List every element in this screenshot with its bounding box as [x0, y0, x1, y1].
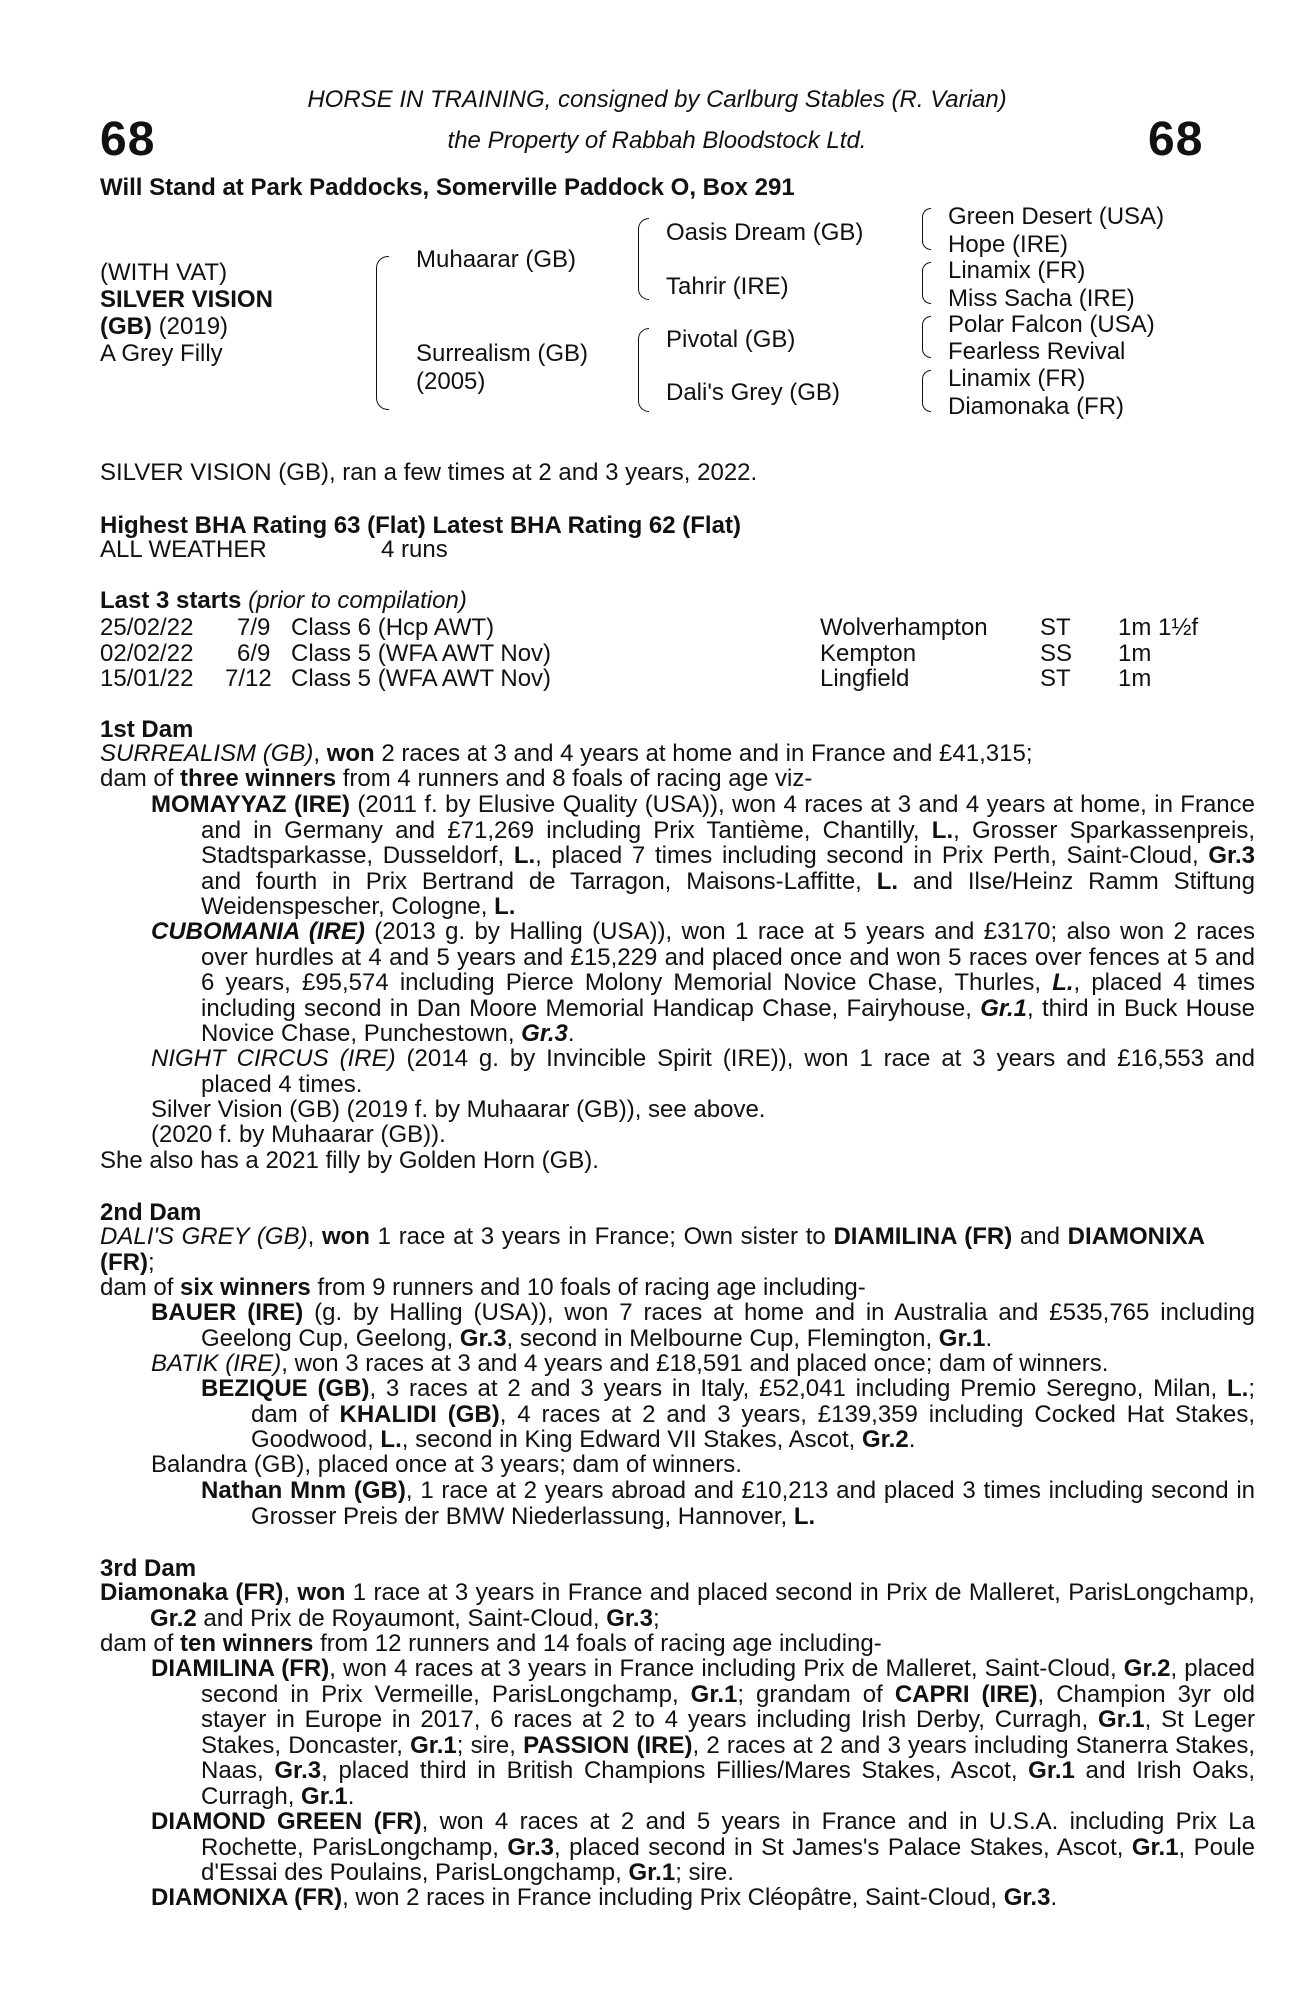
- pedigree-ggd-2: Miss Sacha (IRE): [948, 285, 1135, 312]
- pedigree-dam-dam: Dali's Grey (GB): [666, 379, 840, 406]
- second-dam-heading: 2nd Dam: [100, 1199, 202, 1226]
- lot-number-left: 68: [100, 113, 156, 166]
- horse-description: A Grey Filly: [100, 340, 223, 367]
- pedigree-ggs-4: Linamix (FR): [948, 365, 1086, 392]
- property-line: the Property of Rabbah Bloodstock Ltd.: [447, 127, 867, 154]
- progeny-bauer: BAUER (IRE) (g. by Halling (USA)), won 7 races at home and in Australia and £535,765 including Geelong Cup, Geelong, Gr.3, second in Melbourne Cup, Flemington, Gr.1.: [151, 1299, 1255, 1352]
- first-dam-record: SURREALISM (GB), won 2 races at 3 and 4 years at home and in France and £41,315;: [100, 740, 1033, 767]
- progeny-diamond-green: DIAMOND GREEN (FR), won 4 races at 2 and 5 years in France and in U.S.A. including Prix La Rochette, ParisLongchamp, Gr.3, placed second in St James's Palace Stakes, Ascot, Gr.1, Poule d'Essai des Poulains, ParisLongchamp, Gr.1; sire.: [151, 1808, 1255, 1886]
- pedigree-sire: Muhaarar (GB): [416, 246, 577, 273]
- lot-number-right: 68: [1148, 113, 1204, 166]
- progeny-balandra: Balandra (GB), placed once at 3 years; dam of winners.: [151, 1451, 742, 1478]
- rating-surface: ALL WEATHER: [100, 536, 267, 563]
- progeny-diamonixa: DIAMONIXA (FR), won 2 races in France including Prix Cléopâtre, Saint-Cloud, Gr.3.: [151, 1884, 1058, 1911]
- pedigree-ggs-1: Green Desert (USA): [948, 203, 1165, 230]
- pedigree-sire-dam: Tahrir (IRE): [666, 273, 789, 300]
- vat-note: (WITH VAT): [100, 259, 228, 286]
- bha-rating: Highest BHA Rating 63 (Flat) Latest BHA Rating 62 (Flat): [100, 512, 741, 539]
- last-starts-heading: Last 3 starts (prior to compilation): [100, 587, 467, 614]
- pedigree-dam-year: (2005): [416, 368, 486, 395]
- progeny-batik: BATIK (IRE), won 3 races at 3 and 4 years and £18,591 and placed once; dam of winners.: [151, 1350, 1109, 1377]
- first-dam-produce: dam of three winners from 4 runners and 8 foals of racing age viz-: [100, 765, 813, 792]
- first-dam-heading: 1st Dam: [100, 716, 194, 743]
- progeny-cubomania: CUBOMANIA (IRE) (2013 g. by Halling (USA)), won 1 race at 5 years and £3170; also won 2 races over hurdles at 4 and 5 years and £15,229 and placed once and won 5 races over fences at 5 and 6 years, £95,574 including Pierce Molony Memorial Novice Chase, Thurles, L., placed 4 times including second in Dan Moore Memorial Handicap Chase, Fairyhouse, Gr.1, third in Buck House Novice Chase, Punchestown, Gr.3.: [151, 918, 1256, 1047]
- pedigree-ggd-1: Hope (IRE): [948, 231, 1069, 258]
- progeny-bezique: BEZIQUE (GB), 3 races at 2 and 3 years in Italy, £52,041 including Premio Seregno, Milan, L.; dam of KHALIDI (GB), 4 races at 2 and 3 years, £139,359 including Cocked Hat Stakes, Goodwood, L., second in King Edward VII Stakes, Ascot, Gr.2.: [201, 1375, 1255, 1453]
- racing-summary: SILVER VISION (GB), ran a few times at 2 and 3 years, 2022.: [100, 459, 758, 486]
- progeny-2020: (2020 f. by Muhaarar (GB)).: [151, 1121, 446, 1148]
- pedigree-dam-sire: Pivotal (GB): [666, 326, 796, 353]
- pedigree-sire-sire: Oasis Dream (GB): [666, 219, 864, 246]
- pedigree-ggd-3: Fearless Revival: [948, 338, 1126, 365]
- pedigree-ggd-4: Diamonaka (FR): [948, 393, 1125, 420]
- horse-country: (GB): [100, 313, 152, 340]
- progeny-2021: She also has a 2021 filly by Golden Horn (GB).: [100, 1147, 599, 1174]
- progeny-diamilina: DIAMILINA (FR), won 4 races at 3 years in France including Prix de Malleret, Saint-Cloud, Gr.2, placed second in Prix Vermeille, ParisLongchamp, Gr.1; grandam of CAPRI (IRE), Champion 3yr old stayer in Europe in 2017, 6 races at 2 to 4 years including Irish Derby, Curragh, Gr.1, St Leger Stakes, Doncaster, Gr.1; sire, PASSION (IRE), 2 races at 2 and 3 years including Stanerra Stakes, Naas, Gr.3, placed third in British Champions Fillies/Mares Stakes, Ascot, Gr.1 and Irish Oaks, Curragh, Gr.1.: [151, 1655, 1256, 1810]
- horse-name: SILVER VISION: [100, 286, 273, 313]
- progeny-momayyaz: MOMAYYAZ (IRE) (2011 f. by Elusive Quality (USA)), won 4 races at 3 and 4 years at home, in France and in Germany and £71,269 including Prix Tantième, Chantilly, L., Grosser Sparkassenpreis, Stadtsparkasse, Dusseldorf, L., placed 7 times including second in Prix Perth, Saint-Cloud, Gr.3 and fourth in Prix Bertrand de Tarragon, Maisons-Laffitte, L. and Ilse/Heinz Ramm Stiftung Weidenspescher, Cologne, L.: [151, 791, 1256, 920]
- pedigree-ggs-3: Polar Falcon (USA): [948, 311, 1155, 338]
- second-dam-produce: dam of six winners from 9 runners and 10 foals of racing age including-: [100, 1274, 866, 1301]
- horse-year: (2019): [151, 313, 229, 340]
- pedigree-dam: Surrealism (GB): [416, 340, 589, 367]
- pedigree-ggs-2: Linamix (FR): [948, 257, 1086, 284]
- third-dam-produce: dam of ten winners from 12 runners and 14 foals of racing age including-: [100, 1630, 882, 1657]
- second-dam-record: DALI'S GREY (GB), won 1 race at 3 years in France; Own sister to DIAMILINA (FR) and DIAMONIXA (FR);: [100, 1223, 1205, 1276]
- third-dam-heading: 3rd Dam: [100, 1555, 197, 1582]
- progeny-silver-vision: Silver Vision (GB) (2019 f. by Muhaarar (GB)), see above.: [151, 1096, 766, 1123]
- progeny-nathan-mnm: Nathan Mnm (GB), 1 race at 2 years abroad and £10,213 and placed 3 times including second in Grosser Preis der BMW Niederlassung, Hannover, L.: [201, 1477, 1256, 1530]
- third-dam-record: Diamonaka (FR), won 1 race at 3 years in France and placed second in Prix de Malleret, ParisLongchamp, Gr.2 and Prix de Royaumont, Saint-Cloud, Gr.3;: [100, 1579, 1255, 1632]
- stand-location: Will Stand at Park Paddocks, Somerville Paddock O, Box 291: [100, 174, 795, 201]
- consignor-line: HORSE IN TRAINING, consigned by Carlburg Stables (R. Varian): [307, 86, 1007, 113]
- progeny-night-circus: NIGHT CIRCUS (IRE) (2014 g. by Invincible Spirit (IRE)), won 1 race at 3 years and £16,553 and placed 4 times.: [151, 1045, 1255, 1098]
- horse-origin-year: [100, 313, 228, 340]
- rating-runs: 4 runs: [381, 536, 448, 563]
